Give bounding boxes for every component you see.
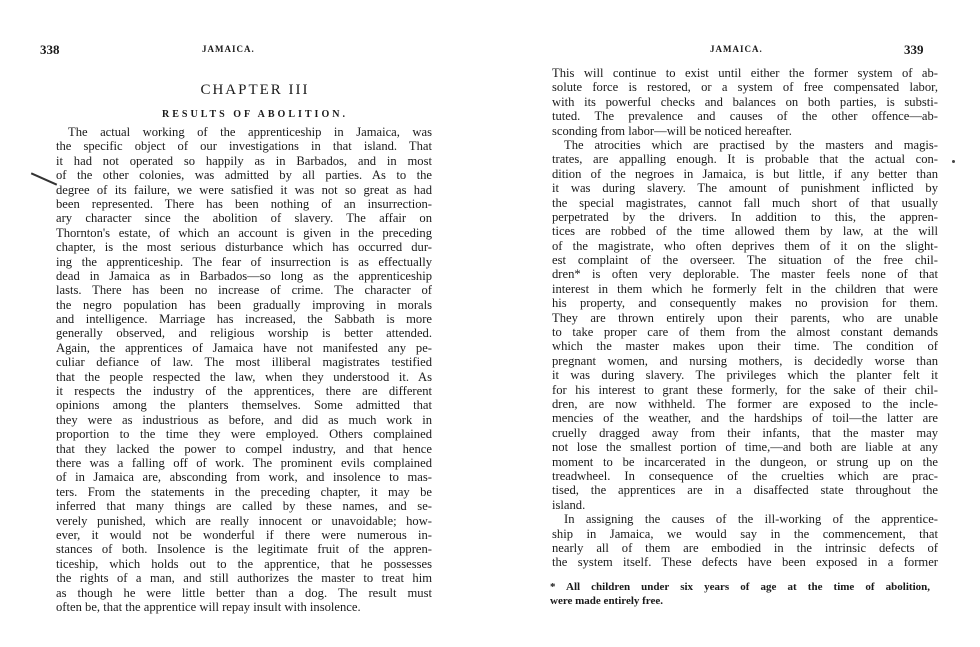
text-line: trates, are appalling enough. It is probable that the actual con- (552, 152, 938, 167)
text-line: pregnant women, and nursing mothers, is decidedly worse than (552, 353, 938, 368)
text-line: ever, it would not be wonderful if there were numerous in- (56, 527, 432, 542)
text-line: the specific object of our investigations in that island. That (56, 139, 432, 154)
text-line: the system itself. These defects have been exposed in a former (552, 555, 938, 570)
text-line: with its powerful checks and balances on both parties, is substi- (552, 94, 938, 109)
text-line: treadwheel. In consequence of the cruelties which are prac- (552, 468, 938, 483)
text-line: dren* is often very deplorable. The master feels none of that (552, 267, 938, 282)
text-line: island. (552, 497, 586, 512)
text-line: which the master makes upon their time. The condition of (552, 339, 938, 354)
text-line: as though he were little better than a dog. The result must (56, 585, 432, 600)
text-line: nearly all of them are embodied in the intrinsic defects of (552, 540, 938, 555)
pencil-mark (31, 172, 57, 185)
text-line: they were as industrious as before, and did as much work in (56, 412, 432, 427)
text-line: to take proper care of them from the almost constant demands (552, 325, 938, 340)
page-number-left: 338 (40, 42, 60, 57)
text-line: it respects the industry of the apprentices, there are different (56, 384, 432, 399)
running-head-left: JAMAICA. (202, 44, 255, 54)
text-line: there was a falling off of work. The prominent evils complained (56, 455, 432, 470)
left-page-body (56, 125, 432, 614)
text-line: tices are robbed of the time allowed them by law, at the will (552, 224, 938, 239)
text-line: his property, and consequently makes no provision for them. (552, 296, 938, 311)
text-line: perpetrated by the drivers. In addition to this, the appren- (552, 209, 938, 224)
text-line: for his interest to grant these formerly, for the sake of their chil- (552, 382, 938, 397)
text-line: not lose the smallest portion of time,—and both are liable at any (552, 440, 938, 455)
text-line: tuted. The prevalence and causes of the other offence—ab- (552, 109, 938, 124)
text-line: ters. From the statements in the preceding chapter, it may be (56, 484, 432, 499)
text-line: ticeship, which holds out to the apprentice, that he possesses (56, 556, 432, 571)
text-line: of the other colonies, was admitted by all parties. As to the (56, 168, 432, 183)
text-line: tised, the apprentices are in a disaffected state throughout the (552, 483, 938, 498)
text-line: moment to be incarcerated in the dungeon, or strung up on the (552, 454, 938, 469)
text-line: ship in Jamaica, we would say in the commencement, that (552, 526, 938, 541)
text-line: the special magistrates, cannot fall much short of that usually (552, 195, 938, 210)
text-line: ary character since the abolition of slavery. The affair on (56, 211, 432, 226)
text-line: that they lacked the power to compel industry, and that hence (56, 441, 432, 456)
text-line: interest in them which he formerly felt in the children that were (552, 281, 938, 296)
text-line: dren, are now withheld. The former are exposed to the incle- (552, 396, 938, 411)
text-line: the rights of a man, and still authorizes the master to treat him (56, 571, 432, 586)
text-line: it was during slavery. The amount of punishment inflicted by (552, 181, 938, 196)
page-number-right: 339 (904, 42, 924, 57)
text-line: it was during slavery. The privileges which the planter felt it (552, 368, 938, 383)
text-line: of the magistrate, who often deprives them of it on the slight- (552, 238, 938, 253)
right-page-body (552, 66, 938, 570)
text-line: that the people respected the law, when they understood it. As (56, 369, 432, 384)
text-line: est complaint of the overseer. The situation of the free chil- (552, 253, 938, 268)
text-line: In assigning the causes of the ill-working of the apprentice- (564, 512, 938, 527)
text-line: sconding from labor—will be noticed hereafter. (552, 123, 792, 138)
text-line: verely punished, which are really innocent or unavoidable; how- (56, 513, 432, 528)
footnote-line: were made entirely free. (550, 595, 664, 607)
text-line: The actual working of the apprenticeship in Jamaica, was (68, 125, 432, 139)
running-head-right: JAMAICA. (710, 44, 763, 54)
text-line: generally observed, and religious worship is better attended. (56, 326, 432, 341)
text-line: ing the apprenticeship. The fear of insurrection is as effectually (56, 254, 432, 269)
text-line: dead in Jamaica as in Barbados—so long as the apprenticeship (56, 268, 432, 283)
text-line: often be, that the apprentice will repay insult with insolence. (56, 599, 361, 614)
text-line: cruelly dragged away from their infants, that the master may (552, 425, 938, 440)
footnote-line: * All children under six years of age at the time of abolition, (550, 581, 930, 593)
text-line: mencies of the weather, and the hardships of toil—the latter are (552, 411, 938, 426)
text-line: Again, the apprentices of Jamaica have not manifested any pe- (56, 340, 432, 355)
text-line: it had not operated so happily as in Barbados, and in most (56, 153, 432, 168)
text-line: of in Jamaica are, absconding from work, and insolence to mas- (56, 470, 432, 485)
text-line: They are thrown entirely upon their parents, who are unable (552, 310, 938, 325)
footnote (550, 580, 930, 608)
text-line: stances of both. Insolence is the legitimate fruit of the appren- (56, 542, 432, 557)
text-line: been represented. There has been nothing of an insurrection- (56, 196, 432, 211)
text-line: the negro population has been gradually improving in morals (56, 297, 432, 312)
text-line: dition of the negroes in Jamaica, is but little, if any better than (552, 166, 938, 181)
text-line: inferred that many things are called by these names, and se- (56, 499, 432, 514)
text-line: Thornton's estate, of which an account is given in the preceding (56, 225, 432, 240)
text-line: lasts. There has been no increase of crime. The character of (56, 283, 432, 298)
margin-dot (952, 160, 955, 163)
chapter-title: CHAPTER III (200, 82, 310, 98)
chapter-subtitle: RESULTS OF ABOLITION. (162, 109, 348, 120)
text-line: culiar defiance of law. The most illiberal magistrates testified (56, 355, 432, 370)
text-line: degree of its failure, we were satisfied it was not so great as had (56, 182, 432, 197)
text-line: chapter, is the most serious disturbance which has occurred dur- (56, 240, 432, 255)
text-line: opinions among the planters themselves. Some admitted that (56, 398, 432, 413)
text-line: This will continue to exist until either the former system of ab- (552, 66, 938, 80)
text-line: solute force is restored, or a system of free compensated labor, (552, 80, 938, 95)
text-line: proportion to the time they were employed. Others complained (56, 427, 432, 442)
text-line: and intelligence. Marriage has increased, the Sabbath is more (56, 312, 432, 327)
text-line: The atrocities which are practised by the masters and magis- (564, 137, 938, 152)
